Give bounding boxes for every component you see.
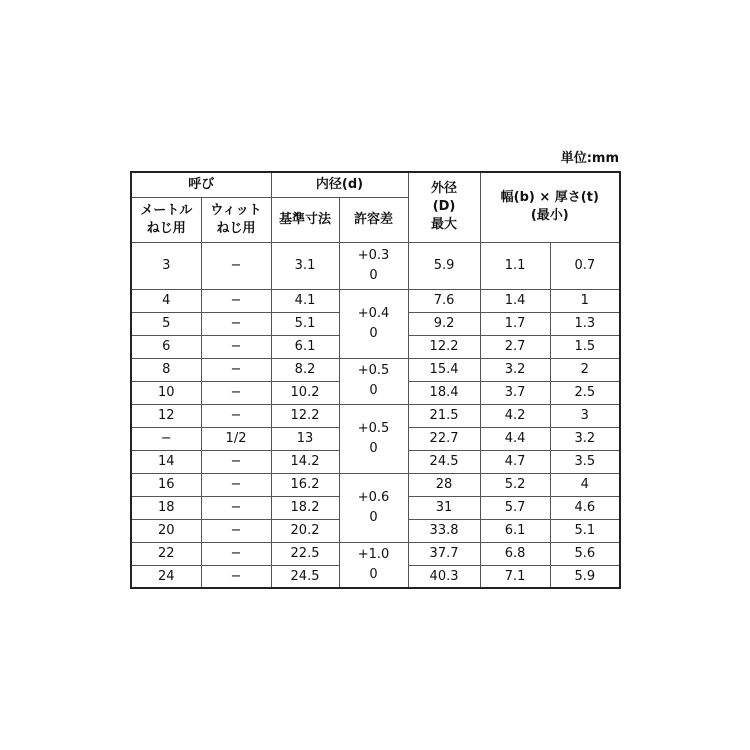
table-row bbox=[131, 289, 620, 312]
outer-diameter-cell: 9.2 bbox=[408, 312, 480, 335]
whitworth-cell: − bbox=[201, 565, 271, 588]
thickness-cell: 4.6 bbox=[550, 496, 620, 519]
tolerance-cell: +0.4 0 bbox=[339, 289, 408, 358]
thickness-cell: 1 bbox=[550, 289, 620, 312]
table-row bbox=[131, 242, 620, 289]
thickness-cell: 5.6 bbox=[550, 542, 620, 565]
whitworth-cell: − bbox=[201, 289, 271, 312]
outer-diameter-cell: 7.6 bbox=[408, 289, 480, 312]
table-row bbox=[131, 473, 620, 496]
tolerance-cell: +0.6 0 bbox=[339, 473, 408, 542]
tolerance-cell: +0.5 0 bbox=[339, 404, 408, 473]
width-cell: 6.8 bbox=[480, 542, 550, 565]
whitworth-cell: − bbox=[201, 542, 271, 565]
inner-diameter-header: 内径(d) bbox=[271, 172, 408, 197]
whitworth-cell: − bbox=[201, 358, 271, 381]
basic-size-cell: 3.1 bbox=[271, 242, 339, 289]
whitworth-cell: − bbox=[201, 450, 271, 473]
thickness-cell: 3 bbox=[550, 404, 620, 427]
width-cell: 5.7 bbox=[480, 496, 550, 519]
tolerance-header: 許容差 bbox=[339, 197, 408, 242]
basic-size-cell: 16.2 bbox=[271, 473, 339, 496]
width-cell: 1.7 bbox=[480, 312, 550, 335]
spec-table bbox=[130, 171, 621, 589]
width-cell: 1.4 bbox=[480, 289, 550, 312]
outer-diameter-header: 外径 (D) 最大 bbox=[408, 172, 480, 242]
thickness-cell: 5.9 bbox=[550, 565, 620, 588]
basic-size-cell: 20.2 bbox=[271, 519, 339, 542]
outer-diameter-cell: 21.5 bbox=[408, 404, 480, 427]
metric-cell: 5 bbox=[131, 312, 201, 335]
metric-cell: 14 bbox=[131, 450, 201, 473]
whitworth-cell: 1/2 bbox=[201, 427, 271, 450]
basic-size-cell: 12.2 bbox=[271, 404, 339, 427]
width-cell: 3.7 bbox=[480, 381, 550, 404]
whitworth-thread-header: ウィット ねじ用 bbox=[201, 197, 271, 242]
basic-size-cell: 8.2 bbox=[271, 358, 339, 381]
thickness-cell: 3.5 bbox=[550, 450, 620, 473]
outer-diameter-cell: 24.5 bbox=[408, 450, 480, 473]
basic-size-cell: 14.2 bbox=[271, 450, 339, 473]
thickness-cell: 0.7 bbox=[550, 242, 620, 289]
width-cell: 2.7 bbox=[480, 335, 550, 358]
whitworth-cell: − bbox=[201, 473, 271, 496]
width-cell: 4.4 bbox=[480, 427, 550, 450]
width-cell: 6.1 bbox=[480, 519, 550, 542]
outer-diameter-cell: 37.7 bbox=[408, 542, 480, 565]
outer-diameter-cell: 31 bbox=[408, 496, 480, 519]
thickness-cell: 1.3 bbox=[550, 312, 620, 335]
metric-cell: 16 bbox=[131, 473, 201, 496]
width-cell: 7.1 bbox=[480, 565, 550, 588]
unit-label: 単位:mm bbox=[560, 151, 619, 166]
width-cell: 4.7 bbox=[480, 450, 550, 473]
basic-size-cell: 22.5 bbox=[271, 542, 339, 565]
width-cell: 5.2 bbox=[480, 473, 550, 496]
table-row bbox=[131, 542, 620, 565]
basic-size-cell: 5.1 bbox=[271, 312, 339, 335]
nominal-header: 呼び bbox=[131, 172, 271, 197]
width-cell: 1.1 bbox=[480, 242, 550, 289]
metric-cell: 18 bbox=[131, 496, 201, 519]
outer-diameter-cell: 40.3 bbox=[408, 565, 480, 588]
basic-size-cell: 4.1 bbox=[271, 289, 339, 312]
thickness-cell: 2 bbox=[550, 358, 620, 381]
basic-size-cell: 10.2 bbox=[271, 381, 339, 404]
outer-diameter-cell: 28 bbox=[408, 473, 480, 496]
table-row bbox=[131, 404, 620, 427]
metric-cell: 6 bbox=[131, 335, 201, 358]
outer-diameter-cell: 22.7 bbox=[408, 427, 480, 450]
width-cell: 4.2 bbox=[480, 404, 550, 427]
metric-thread-header: メートル ねじ用 bbox=[131, 197, 201, 242]
outer-diameter-cell: 33.8 bbox=[408, 519, 480, 542]
tolerance-cell: +1.0 0 bbox=[339, 542, 408, 588]
whitworth-cell: − bbox=[201, 242, 271, 289]
width-thickness-header: 幅(b) × 厚さ(t) (最小) bbox=[480, 172, 620, 242]
metric-cell: 4 bbox=[131, 289, 201, 312]
tolerance-cell: +0.3 0 bbox=[339, 242, 408, 289]
whitworth-cell: − bbox=[201, 519, 271, 542]
metric-cell: 24 bbox=[131, 565, 201, 588]
metric-cell: 10 bbox=[131, 381, 201, 404]
thickness-cell: 5.1 bbox=[550, 519, 620, 542]
thickness-cell: 3.2 bbox=[550, 427, 620, 450]
metric-cell: 22 bbox=[131, 542, 201, 565]
whitworth-cell: − bbox=[201, 335, 271, 358]
thickness-cell: 2.5 bbox=[550, 381, 620, 404]
metric-cell: 3 bbox=[131, 242, 201, 289]
metric-cell: − bbox=[131, 427, 201, 450]
basic-size-header: 基準寸法 bbox=[271, 197, 339, 242]
header-row-1 bbox=[131, 172, 620, 197]
metric-cell: 8 bbox=[131, 358, 201, 381]
basic-size-cell: 6.1 bbox=[271, 335, 339, 358]
basic-size-cell: 13 bbox=[271, 427, 339, 450]
tolerance-cell: +0.5 0 bbox=[339, 358, 408, 404]
table-row bbox=[131, 358, 620, 381]
thickness-cell: 1.5 bbox=[550, 335, 620, 358]
whitworth-cell: − bbox=[201, 381, 271, 404]
whitworth-cell: − bbox=[201, 404, 271, 427]
whitworth-cell: − bbox=[201, 312, 271, 335]
outer-diameter-cell: 12.2 bbox=[408, 335, 480, 358]
thickness-cell: 4 bbox=[550, 473, 620, 496]
basic-size-cell: 24.5 bbox=[271, 565, 339, 588]
metric-cell: 20 bbox=[131, 519, 201, 542]
outer-diameter-cell: 5.9 bbox=[408, 242, 480, 289]
width-cell: 3.2 bbox=[480, 358, 550, 381]
metric-cell: 12 bbox=[131, 404, 201, 427]
outer-diameter-cell: 18.4 bbox=[408, 381, 480, 404]
basic-size-cell: 18.2 bbox=[271, 496, 339, 519]
outer-diameter-cell: 15.4 bbox=[408, 358, 480, 381]
whitworth-cell: − bbox=[201, 496, 271, 519]
